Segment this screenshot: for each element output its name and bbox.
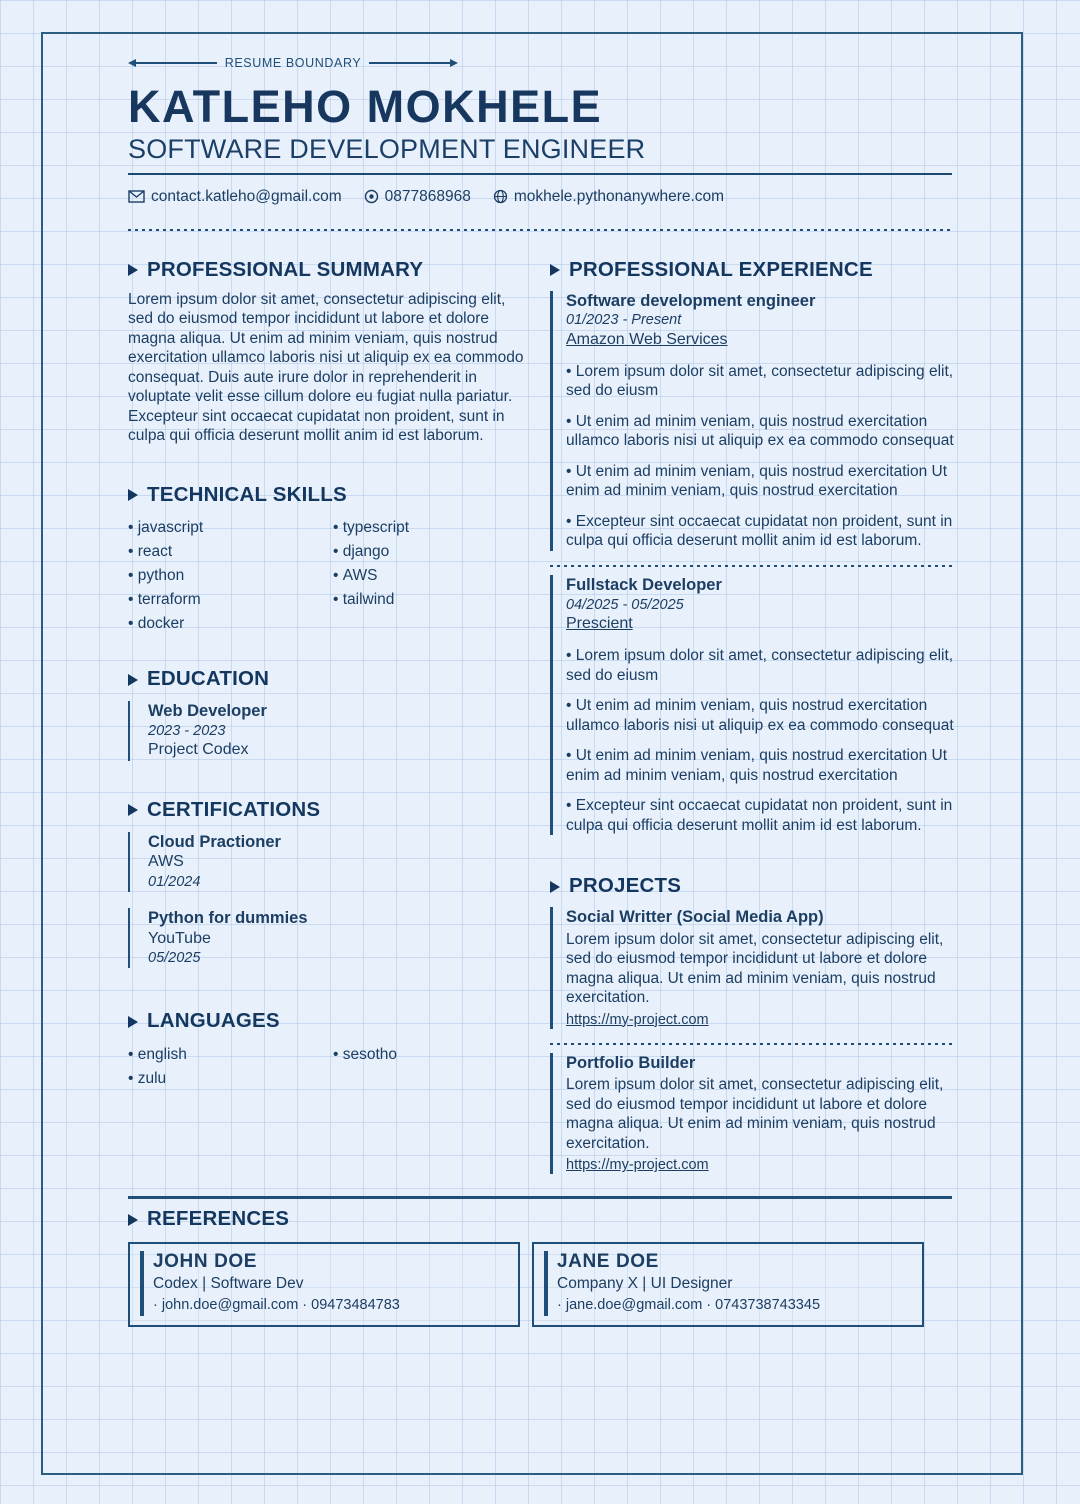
project-link[interactable]: https://my-project.com xyxy=(566,1011,709,1028)
contact-phone-text: 0877868968 xyxy=(384,187,471,205)
dimension-arrow-right-icon xyxy=(450,59,458,67)
boundary-dimension-label xyxy=(128,56,458,70)
languages-list xyxy=(128,1043,530,1091)
education-title: Web Developer xyxy=(148,701,267,720)
contact-website-text: mokhele.pythonanywhere.com xyxy=(513,187,725,205)
job-bullet: • Lorem ipsum dolor sit amet, consectetur adipiscing elit, sed do eiusm xyxy=(566,362,955,401)
header-divider xyxy=(128,173,952,175)
section-marker-icon xyxy=(128,264,138,276)
section-heading-references: REFERENCES xyxy=(128,1207,952,1232)
section-heading-certifications: CERTIFICATIONS xyxy=(128,798,530,823)
skill-item: • terraform xyxy=(128,588,325,612)
reference-name: JANE DOE xyxy=(557,1250,659,1272)
reference-card xyxy=(128,1242,520,1327)
reference-name: JOHN DOE xyxy=(153,1250,258,1272)
section-heading-experience: PROFESSIONAL EXPERIENCE xyxy=(550,258,955,283)
contact-row xyxy=(128,188,952,206)
job-title: Fullstack Developer xyxy=(566,575,722,594)
section-heading-education: EDUCATION xyxy=(128,667,530,692)
section-heading-skills: TECHNICAL SKILLS xyxy=(128,483,530,508)
references-section xyxy=(128,1207,952,1326)
reference-contact: · jane.doe@gmail.com · 0743738743345 xyxy=(557,1296,821,1313)
certification-date: 01/2024 xyxy=(148,874,201,891)
boundary-label: RESUME BOUNDARY xyxy=(224,56,362,70)
summary-text: Lorem ipsum dolor sit amet, consectetur adipiscing elit, sed do eiusmod tempor incididunt ut labore et dolore magna aliqua. Ut enim ad minim veniam, quis nostrud exercitation ullamco laboris nisi ut aliquip ex ea commodo consequat. Duis aute irure dolor in reprehenderit in voluptate velit esse cillum dolore eu fugiat nulla pariatur. Excepteur sint occaecat cupidatat non proident, sunt in culpa qui officia deserunt mollit anim id est laborum. xyxy=(128,290,524,445)
job-bullet: • Excepteur sint occaecat cupidatat non proident, sunt in culpa qui officia deserunt mollit anim id est laborum. xyxy=(566,796,955,835)
project-title: Portfolio Builder xyxy=(566,1053,696,1072)
reference-contact: · john.doe@gmail.com · 09473484783 xyxy=(153,1296,400,1313)
skill-item: • tailwind xyxy=(333,588,530,612)
project-description: Lorem ipsum dolor sit amet, consectetur adipiscing elit, sed do eiusmod tempor incididunt ut labore et dolore magna aliqua. Ut enim ad minim veniam, quis nostrud exercitation. xyxy=(566,1076,944,1152)
contact-email-text: contact.katleho@gmail.com xyxy=(151,187,342,205)
job-company-link[interactable]: Amazon Web Services xyxy=(566,331,728,348)
job-title: Software development engineer xyxy=(566,291,816,310)
section-heading-projects: PROJECTS xyxy=(550,874,955,899)
project-entry xyxy=(550,1053,955,1175)
resume-page xyxy=(128,56,952,1327)
candidate-title: SOFTWARE DEVELOPMENT ENGINEER xyxy=(128,134,646,165)
phone-icon xyxy=(364,189,379,204)
header-dashed-divider xyxy=(128,229,952,231)
job-separator xyxy=(550,565,955,567)
education-dates: 2023 - 2023 xyxy=(148,722,226,739)
job-dates: 01/2023 - Present xyxy=(566,312,682,329)
certification-entry xyxy=(128,908,530,968)
section-marker-icon xyxy=(128,1016,138,1028)
language-item: • english xyxy=(128,1043,325,1067)
contact-phone xyxy=(364,188,471,206)
certification-org: AWS xyxy=(148,853,184,871)
skill-item: • django xyxy=(333,540,530,564)
job-entry xyxy=(550,575,955,835)
skill-item: • react xyxy=(128,540,325,564)
education-org: Project Codex xyxy=(148,741,249,759)
project-separator xyxy=(550,1043,955,1045)
job-bullet: • Lorem ipsum dolor sit amet, consectetur adipiscing elit, sed do eiusm xyxy=(566,646,955,685)
project-description: Lorem ipsum dolor sit amet, consectetur adipiscing elit, sed do eiusmod tempor incididunt ut labore et dolore magna aliqua. Ut enim ad minim veniam, quis nostrud exercitation. xyxy=(566,930,944,1007)
certification-org: YouTube xyxy=(148,929,211,947)
skill-item: • typescript xyxy=(333,516,530,540)
certification-title: Cloud Practioner xyxy=(148,832,281,851)
certification-entry xyxy=(128,832,530,892)
skills-list xyxy=(128,516,530,636)
section-heading-languages: LANGUAGES xyxy=(128,1009,530,1034)
reference-role: Company X | UI Designer xyxy=(557,1274,733,1292)
references-divider xyxy=(128,1196,952,1199)
globe-icon xyxy=(493,189,508,204)
job-bullet: • Ut enim ad minim veniam, quis nostrud exercitation Ut enim ad minim veniam, quis nostrud exercitation xyxy=(566,746,955,785)
section-marker-icon xyxy=(550,881,560,893)
left-column xyxy=(128,258,530,1091)
section-marker-icon xyxy=(128,804,138,816)
project-entry xyxy=(550,907,955,1029)
section-heading-summary: PROFESSIONAL SUMMARY xyxy=(128,258,530,283)
section-marker-icon xyxy=(128,489,138,501)
certification-date: 05/2025 xyxy=(148,950,201,967)
right-column xyxy=(550,258,955,1174)
skill-item: • docker xyxy=(128,612,325,636)
job-bullet: • Ut enim ad minim veniam, quis nostrud exercitation ullamco laboris nisi ut aliquip ex ea commodo consequat xyxy=(566,696,955,735)
reference-card xyxy=(532,1242,924,1327)
skill-item: • javascript xyxy=(128,516,325,540)
job-company-link[interactable]: Prescient xyxy=(566,615,633,633)
job-bullet: • Ut enim ad minim veniam, quis nostrud exercitation ullamco laboris nisi ut aliquip ex ea commodo consequat xyxy=(566,412,955,451)
language-item: • zulu xyxy=(128,1067,325,1091)
dimension-arrow-left-icon xyxy=(128,59,136,67)
contact-email xyxy=(128,188,342,206)
email-icon xyxy=(128,190,145,203)
reference-role: Codex | Software Dev xyxy=(153,1274,304,1292)
job-dates: 04/2025 - 05/2025 xyxy=(566,596,684,613)
contact-website xyxy=(493,188,724,206)
job-entry xyxy=(550,291,955,551)
education-entry xyxy=(128,701,530,761)
section-marker-icon xyxy=(550,264,560,276)
certification-title: Python for dummies xyxy=(148,909,308,928)
skill-item: • AWS xyxy=(333,564,530,588)
candidate-name: KATLEHO MOKHELE xyxy=(128,81,603,132)
language-item: • sesotho xyxy=(333,1043,530,1067)
project-link[interactable]: https://my-project.com xyxy=(566,1157,709,1174)
job-bullet: • Excepteur sint occaecat cupidatat non proident, sunt in culpa qui officia deserunt mollit anim id est laborum. xyxy=(566,512,955,551)
skill-item: • python xyxy=(128,564,325,588)
job-bullet: • Ut enim ad minim veniam, quis nostrud exercitation Ut enim ad minim veniam, quis nostrud exercitation xyxy=(566,462,955,501)
section-marker-icon xyxy=(128,1214,138,1226)
project-title: Social Writter (Social Media App) xyxy=(566,907,824,926)
section-marker-icon xyxy=(128,674,138,686)
